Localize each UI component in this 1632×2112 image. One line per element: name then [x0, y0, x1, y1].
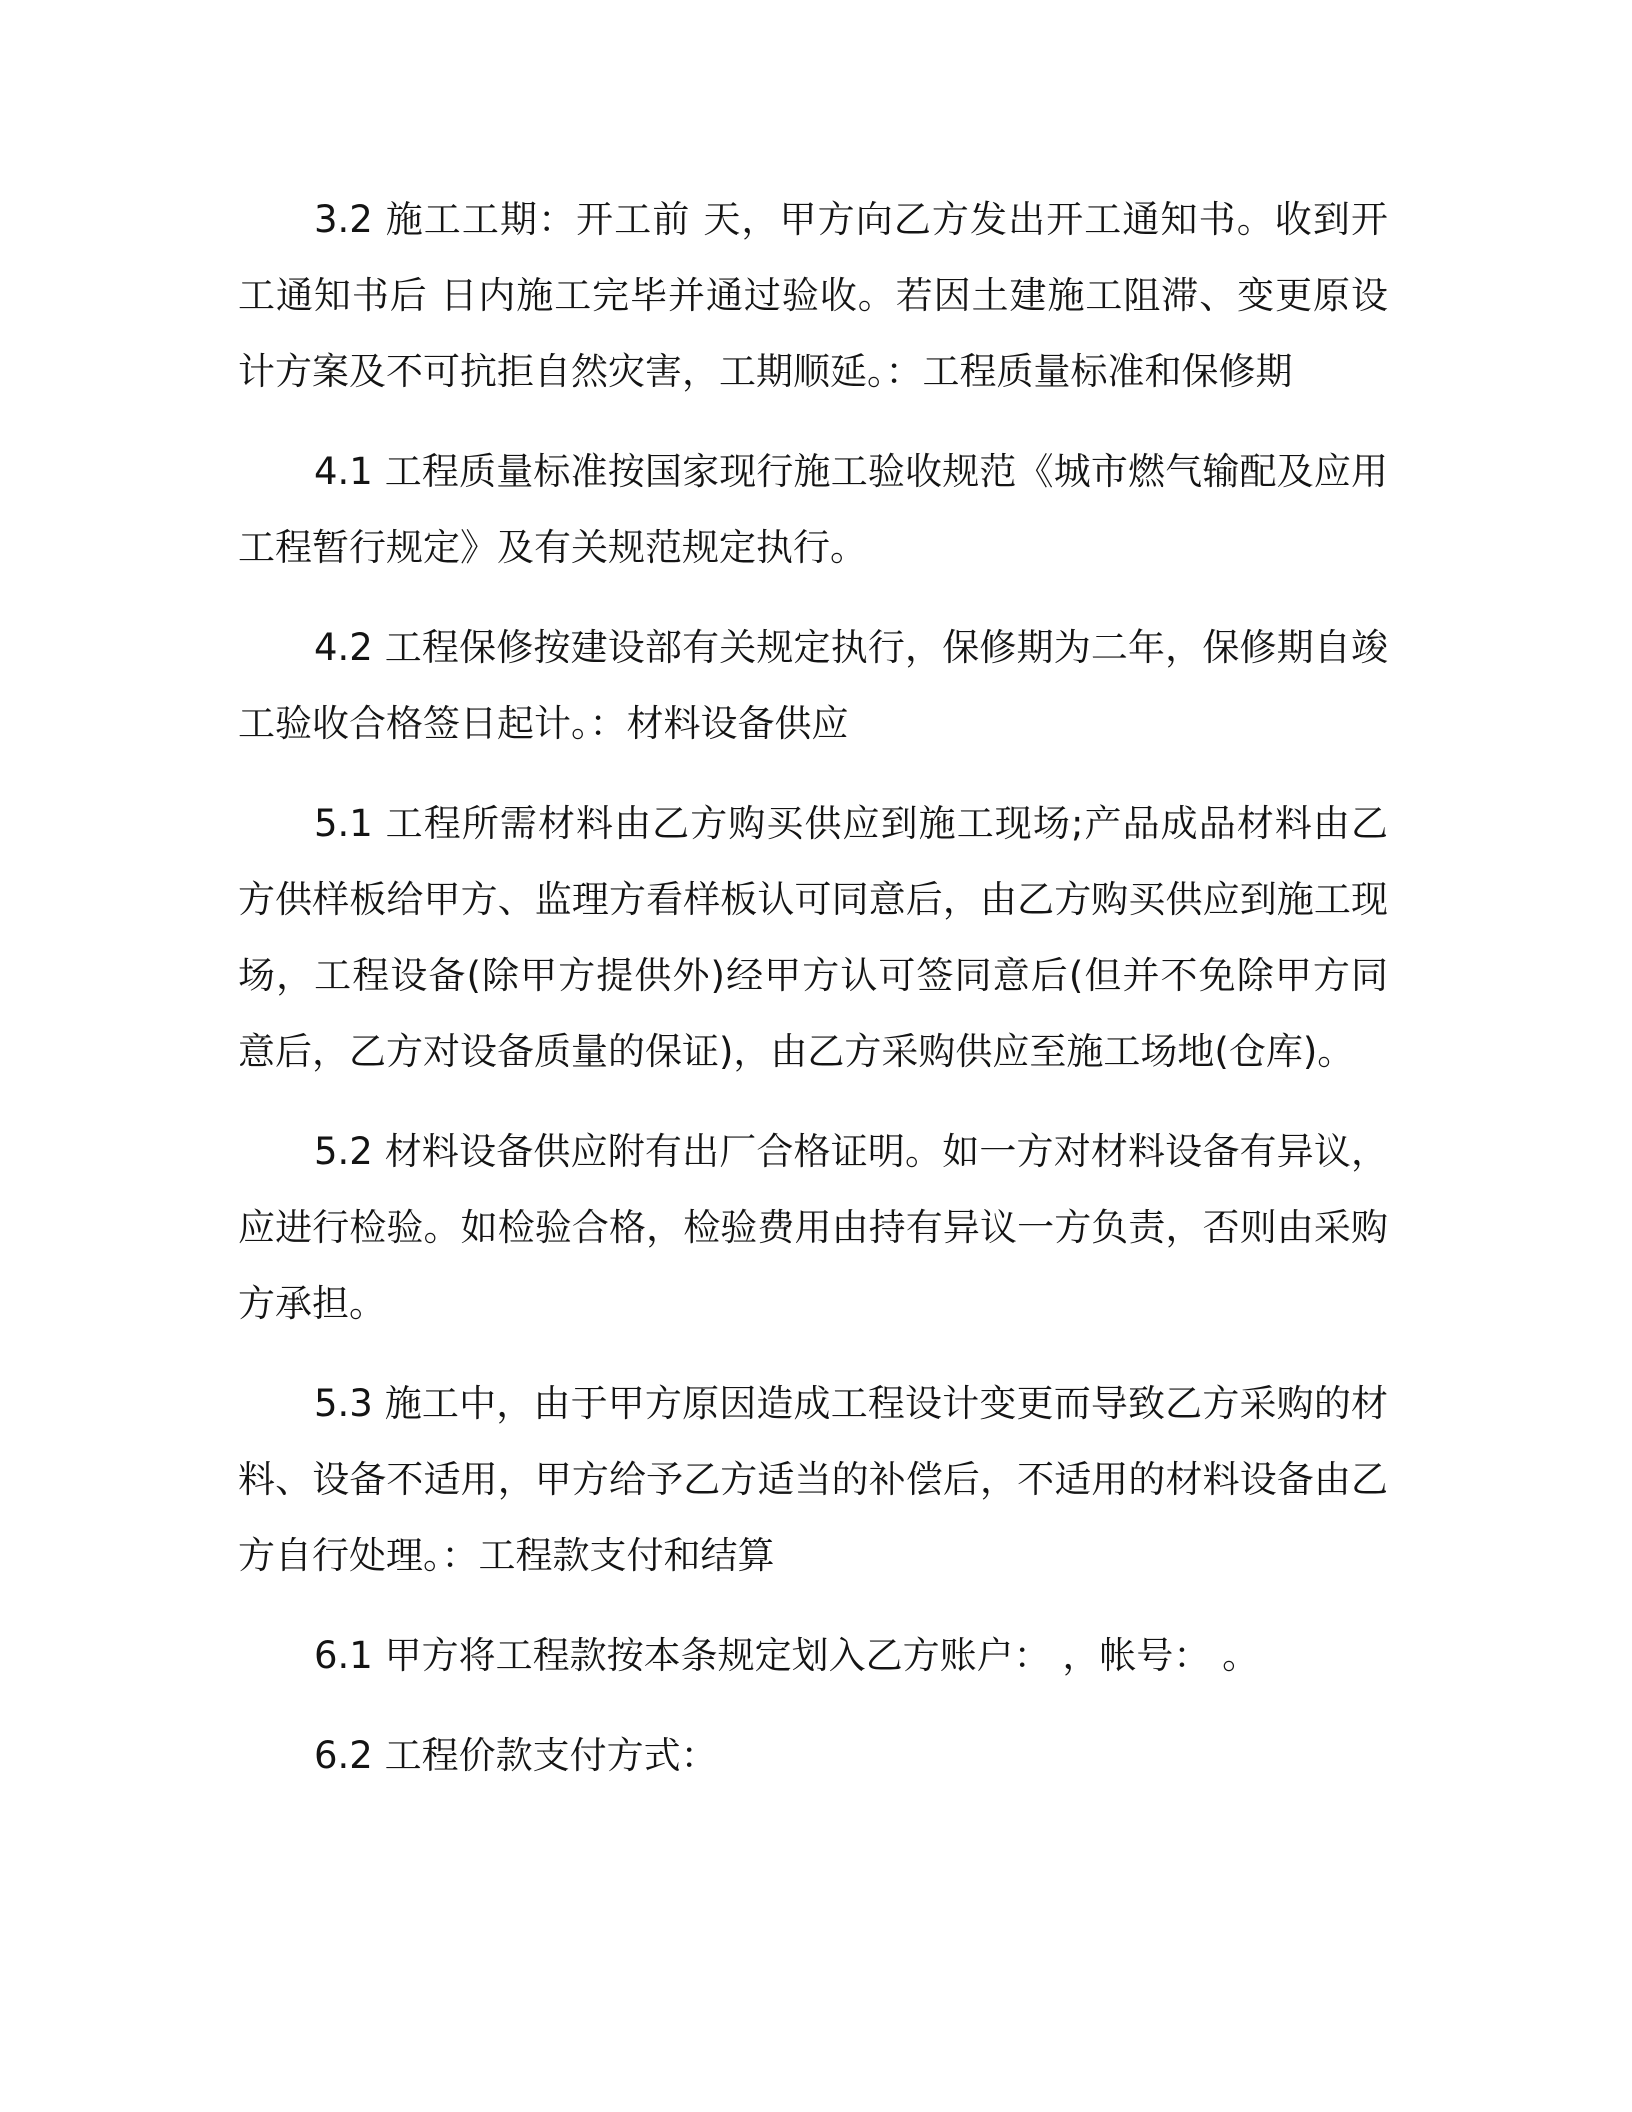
paragraph-3-2: 3.2 施工工期：开工前 天，甲方向乙方发出开工通知书。收到开工通知书后 日内施工完毕并通过验收。若因土建施工阻滞、变更原设计方案及不可抗拒自然灾害，工期顺延。：工程质量标准和保修期 — [238, 198, 1388, 393]
document-body — [238, 182, 1388, 1818]
paragraph-4-1: 4.1 工程质量标准按国家现行施工验收规范《城市燃气输配及应用工程暂行规定》及有关规范规定执行。 — [238, 450, 1388, 569]
paragraph-5-1: 5.1 工程所需材料由乙方购买供应到施工现场;产品成品材料由乙方供样板给甲方、监理方看样板认可同意后，由乙方购买供应到施工现场，工程设备(除甲方提供外)经甲方认可签同意后(但并不免除甲方同意后，乙方对设备质量的保证)，由乙方采购供应至施工场地(仓库)。 — [238, 802, 1388, 1073]
paragraph-4-2: 4.2 工程保修按建设部有关规定执行，保修期为二年，保修期自竣工验收合格签日起计。：材料设备供应 — [238, 626, 1388, 745]
paragraph-5-3: 5.3 施工中，由于甲方原因造成工程设计变更而导致乙方采购的材料、设备不适用，甲方给予乙方适当的补偿后，不适用的材料设备由乙方自行处理。：工程款支付和结算 — [238, 1382, 1388, 1577]
paragraph-6-2: 6.2 工程价款支付方式： — [314, 1734, 718, 1777]
paragraph-6-1: 6.1 甲方将工程款按本条规定划入乙方账户： ，帐号： 。 — [314, 1634, 1260, 1677]
paragraph-5-2: 5.2 材料设备供应附有出厂合格证明。如一方对材料设备有异议，应进行检验。如检验合格，检验费用由持有异议一方负责，否则由采购方承担。 — [238, 1130, 1388, 1325]
